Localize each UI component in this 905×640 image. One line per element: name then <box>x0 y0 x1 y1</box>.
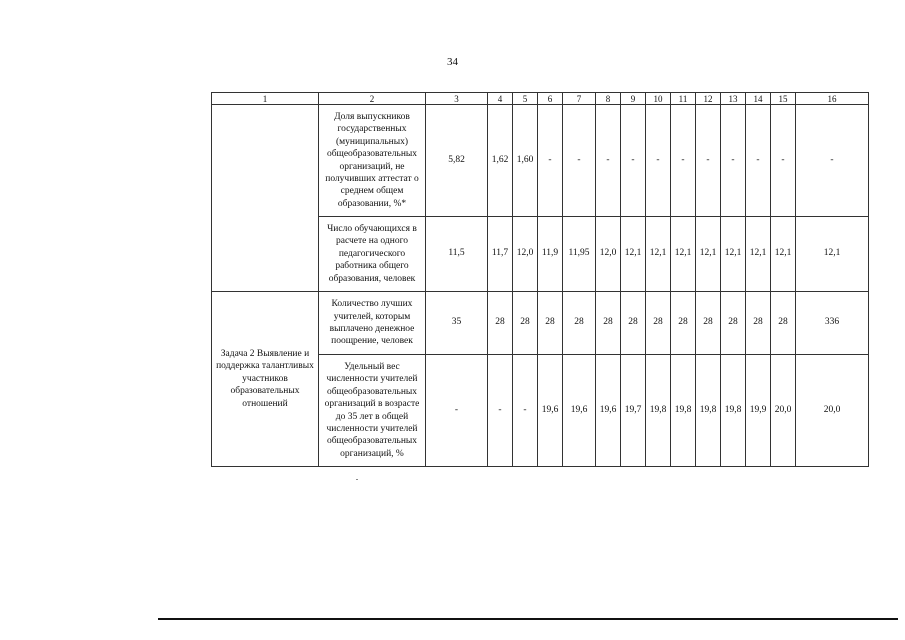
column-number: 13 <box>721 93 746 105</box>
value-cell: 19,8 <box>671 355 696 467</box>
indicator-label: Число обучающихся в расчете на одного педагогического работника общего образования, человек <box>319 217 426 292</box>
value-cell: 11,95 <box>563 217 596 292</box>
column-number-row <box>212 93 869 105</box>
table-row <box>212 292 869 355</box>
value-cell: 28 <box>746 292 771 355</box>
value-cell: 35 <box>426 292 488 355</box>
value-cell: - <box>488 355 513 467</box>
value-cell: 28 <box>563 292 596 355</box>
column-number: 12 <box>696 93 721 105</box>
value-cell: 19,6 <box>596 355 621 467</box>
value-cell: 12,1 <box>746 217 771 292</box>
value-cell: - <box>696 105 721 217</box>
value-cell: - <box>563 105 596 217</box>
value-cell: 19,7 <box>621 355 646 467</box>
scan-speck <box>356 479 358 480</box>
value-cell: 12,1 <box>621 217 646 292</box>
column-number: 15 <box>771 93 796 105</box>
value-cell: 28 <box>538 292 563 355</box>
column-number: 4 <box>488 93 513 105</box>
value-cell: 19,8 <box>646 355 671 467</box>
indicator-label: Количество лучших учителей, которым выплачено денежное поощрение, человек <box>319 292 426 355</box>
value-cell: 28 <box>621 292 646 355</box>
value-cell: 28 <box>488 292 513 355</box>
value-cell: 28 <box>696 292 721 355</box>
value-cell: 11,7 <box>488 217 513 292</box>
value-cell: 19,8 <box>721 355 746 467</box>
value-cell: 28 <box>721 292 746 355</box>
value-cell: 28 <box>596 292 621 355</box>
value-cell: 12,1 <box>771 217 796 292</box>
page-number: 34 <box>447 56 458 68</box>
value-cell: 12,1 <box>796 217 869 292</box>
value-cell: 12,1 <box>671 217 696 292</box>
column-number: 14 <box>746 93 771 105</box>
value-cell: 12,0 <box>513 217 538 292</box>
value-cell: 12,1 <box>646 217 671 292</box>
footer-rule <box>158 618 898 620</box>
column-number: 8 <box>596 93 621 105</box>
value-cell: - <box>746 105 771 217</box>
value-cell: - <box>538 105 563 217</box>
column-number: 1 <box>212 93 319 105</box>
value-cell: 19,8 <box>696 355 721 467</box>
task-cell-empty <box>212 105 319 292</box>
value-cell: 1,60 <box>513 105 538 217</box>
value-cell: 1,62 <box>488 105 513 217</box>
indicator-label: Доля выпускников государственных (муниципальных) общеобразовательных организаций, не получивших аттестат о среднем общем образовании, %* <box>319 105 426 217</box>
value-cell: - <box>796 105 869 217</box>
column-number: 9 <box>621 93 646 105</box>
value-cell: 5,82 <box>426 105 488 217</box>
value-cell: - <box>646 105 671 217</box>
value-cell: - <box>621 105 646 217</box>
value-cell: 11,5 <box>426 217 488 292</box>
table-row <box>212 105 869 217</box>
indicators-table <box>211 92 869 467</box>
value-cell: 28 <box>671 292 696 355</box>
value-cell: 28 <box>646 292 671 355</box>
column-number: 2 <box>319 93 426 105</box>
column-number: 5 <box>513 93 538 105</box>
value-cell: 19,6 <box>563 355 596 467</box>
value-cell: 19,9 <box>746 355 771 467</box>
column-number: 11 <box>671 93 696 105</box>
column-number: 3 <box>426 93 488 105</box>
column-number: 16 <box>796 93 869 105</box>
value-cell: 11,9 <box>538 217 563 292</box>
value-cell: 12,1 <box>721 217 746 292</box>
column-number: 7 <box>563 93 596 105</box>
column-number: 6 <box>538 93 563 105</box>
value-cell: 19,6 <box>538 355 563 467</box>
column-number: 10 <box>646 93 671 105</box>
value-cell: - <box>771 105 796 217</box>
value-cell: 336 <box>796 292 869 355</box>
value-cell: 28 <box>771 292 796 355</box>
value-cell: 20,0 <box>796 355 869 467</box>
value-cell: 12,1 <box>696 217 721 292</box>
value-cell: 20,0 <box>771 355 796 467</box>
indicator-label: Удельный вес численности учителей общеобразовательных организаций в возрасте до 35 лет в общей численности учителей общеобразовательных организаций, % <box>319 355 426 467</box>
task-label: Задача 2 Выявление и поддержка талантливых участников образовательных отношений <box>212 292 319 467</box>
value-cell: - <box>671 105 696 217</box>
value-cell: - <box>596 105 621 217</box>
value-cell: - <box>721 105 746 217</box>
value-cell: - <box>426 355 488 467</box>
value-cell: 28 <box>513 292 538 355</box>
value-cell: 12,0 <box>596 217 621 292</box>
value-cell: - <box>513 355 538 467</box>
